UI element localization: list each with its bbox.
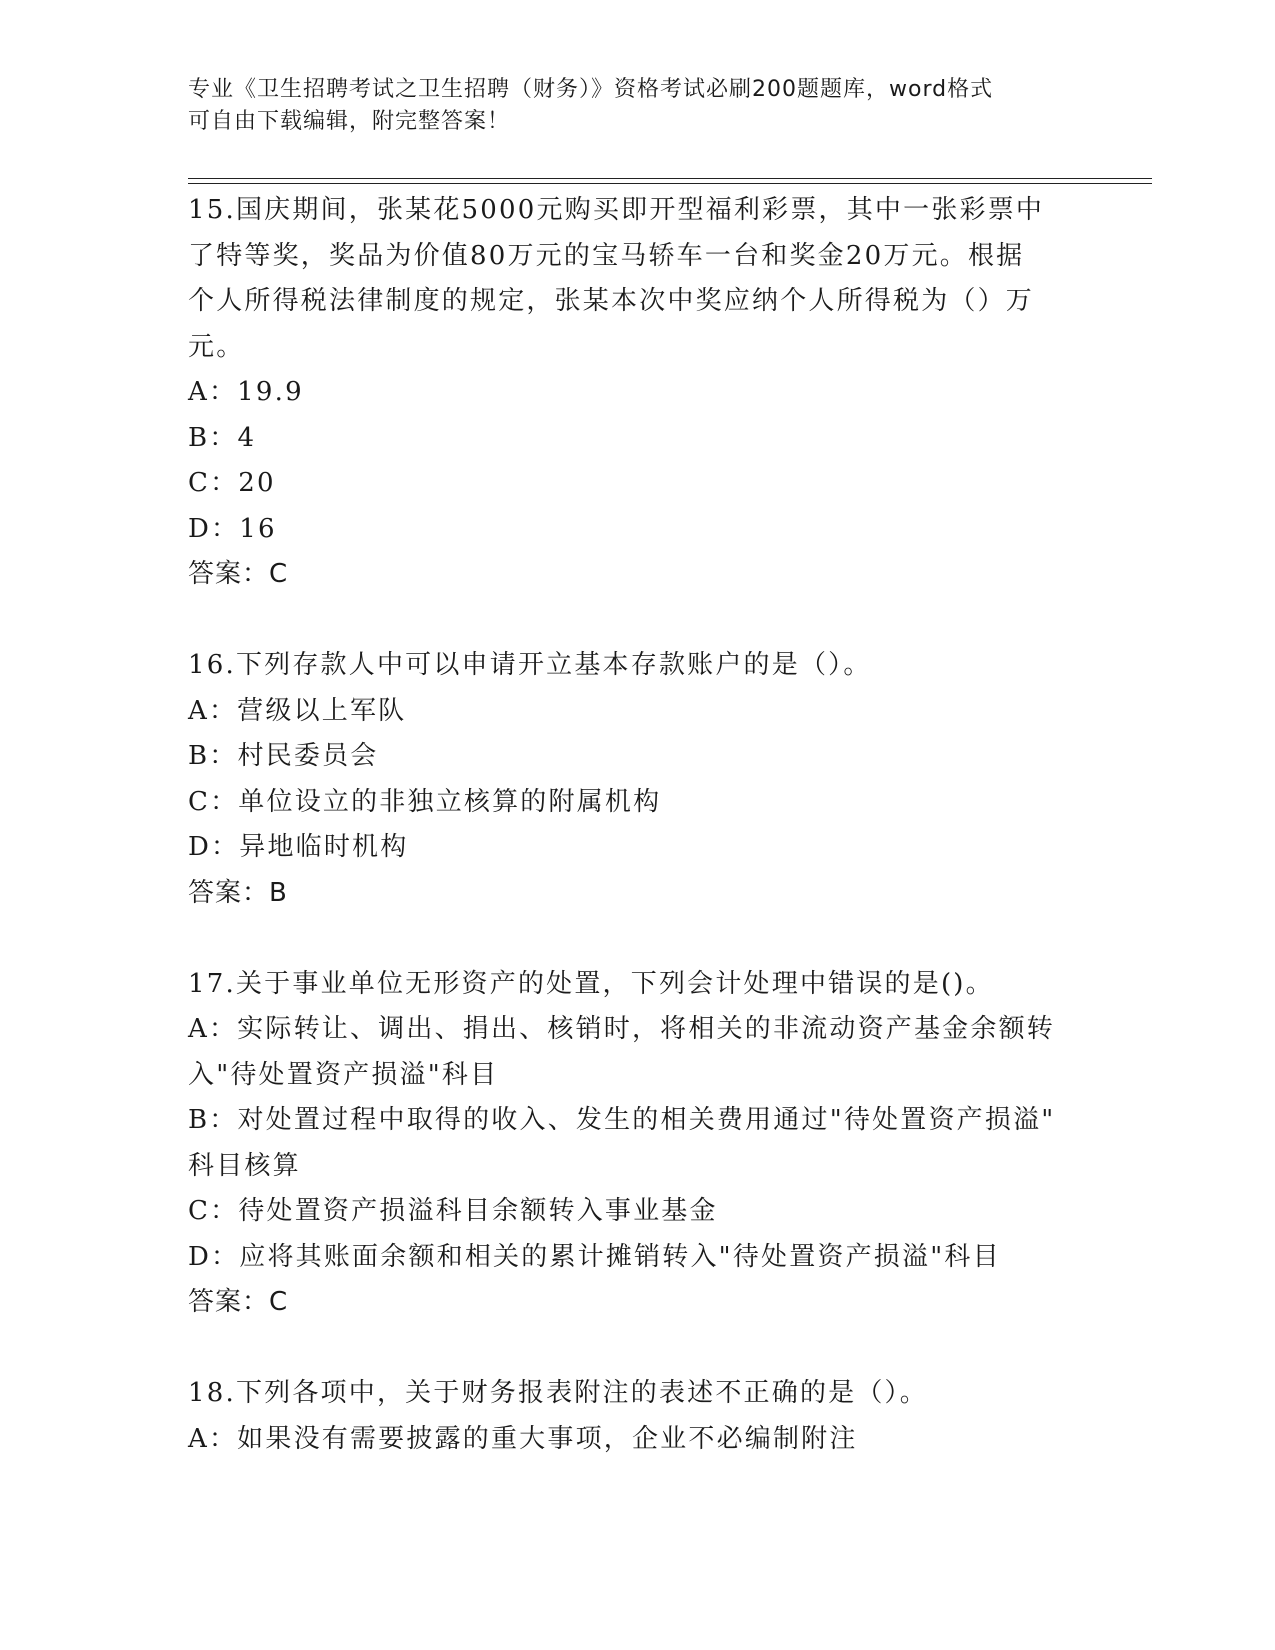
- question-stem-line: 17.关于事业单位无形资产的处置，下列会计处理中错误的是()。: [188, 968, 994, 999]
- option-a: A：如果没有需要披露的重大事项，企业不必编制附注: [188, 1423, 858, 1454]
- question-16: [188, 643, 1088, 916]
- header-divider-top: [188, 178, 1152, 179]
- header-line-1: 专业《卫生招聘考试之卫生招聘（财务）》资格考试必刷200题题库，word格式: [188, 77, 994, 102]
- option-a: A：营级以上军队: [188, 695, 407, 726]
- spacer: [188, 1326, 1088, 1372]
- question-17: [188, 962, 1088, 1326]
- spacer: [188, 916, 1088, 962]
- question-stem-line: 个人所得税法律制度的规定，张某本次中奖应纳个人所得税为（）万: [188, 286, 1035, 316]
- question-stem-line: 16.下列存款人中可以申请开立基本存款账户的是（）。: [188, 650, 872, 680]
- question-list: [188, 188, 1088, 1462]
- option-c: C：20: [188, 468, 276, 498]
- question-stem-line: 18.下列各项中，关于财务报表附注的表述不正确的是（）。: [188, 1378, 928, 1408]
- option-c: C：待处置资产损溢科目余额转入事业基金: [188, 1196, 718, 1226]
- header-line-2: 可自由下载编辑，附完整答案！: [188, 109, 511, 134]
- answer-label: 答案：C: [188, 1287, 289, 1317]
- option-d: D：16: [188, 513, 277, 544]
- option-b: B：村民委员会: [188, 741, 379, 771]
- header-divider-bottom: [188, 183, 1152, 184]
- document-header: [188, 74, 1068, 138]
- option-b: B：4: [188, 422, 257, 453]
- option-d: D：异地临时机构: [188, 832, 409, 862]
- option-d: D：应将其账面余额和相关的累计摊销转入"待处置资产损溢"科目: [188, 1241, 1001, 1272]
- question-15: [188, 188, 1088, 598]
- answer-label: 答案：C: [188, 559, 289, 589]
- option-a-continued: 入"待处置资产损溢"科目: [188, 1059, 499, 1090]
- option-c: C：单位设立的非独立核算的附属机构: [188, 786, 662, 817]
- question-stem-line: 元。: [188, 331, 245, 362]
- answer-label: 答案：B: [188, 877, 288, 908]
- option-b: B：对处置过程中取得的收入、发生的相关费用通过"待处置资产损溢": [188, 1105, 1056, 1135]
- option-b-continued: 科目核算: [188, 1150, 301, 1181]
- question-stem-line: 15.国庆期间，张某花5000元购买即开型福利彩票，其中一张彩票中: [188, 195, 1045, 225]
- spacer: [188, 598, 1088, 644]
- option-a: A：19.9: [188, 377, 304, 407]
- question-stem-line: 了特等奖，奖品为价值80万元的宝马轿车一台和奖金20万元。根据: [188, 240, 1025, 271]
- question-18: [188, 1371, 1088, 1462]
- option-a: A：实际转让、调出、捐出、核销时，将相关的非流动资产基金余额转: [188, 1014, 1055, 1044]
